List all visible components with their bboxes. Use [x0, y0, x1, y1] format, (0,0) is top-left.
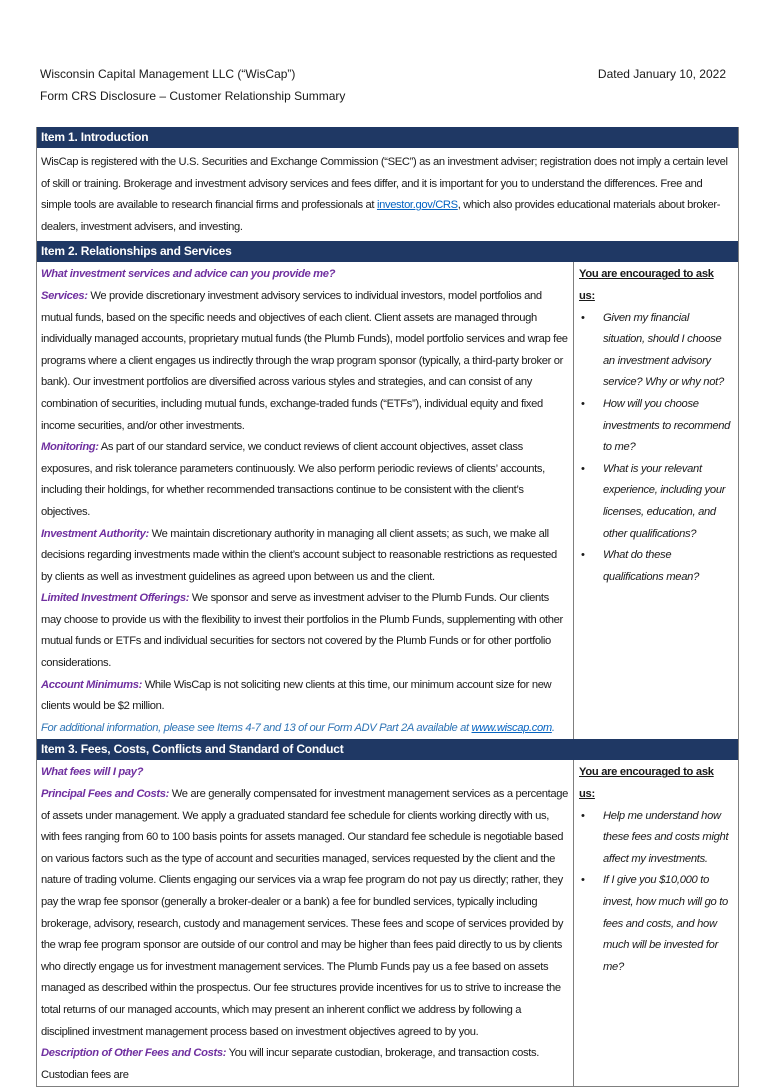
item2-section	[37, 262, 738, 739]
monitoring-label: Monitoring:	[41, 441, 99, 454]
firm-name: Wisconsin Capital Management LLC (“WisCap”)	[40, 67, 296, 81]
bullet-icon: •	[581, 397, 585, 410]
authority-paragraph	[41, 524, 569, 589]
minimums-text: While WisCap is not soliciting new clients at this time, our minimum account size for new clients would be $2 million.	[41, 678, 552, 713]
other-fees-text: You will incur separate custodian, brokerage, and transaction costs. Custodian fees are	[41, 1047, 539, 1081]
additional-info-note	[41, 718, 569, 740]
item1-text-end: , which also provides educational materials about broker-dealers, investment advisers, and investing.	[41, 199, 721, 233]
limited-offerings-label: Limited Investment Offerings:	[41, 592, 190, 605]
bullet-icon: •	[581, 874, 585, 887]
wiscap-link[interactable]: www.wiscap.com	[471, 721, 552, 734]
principal-fees-text: We are generally compensated for investment management services as a percentage of assets under management. We apply a graduated standard fee schedule for clients working directly with us, with fees ranging from 60 to 100 basis points for assets managed. Our standard fee schedule is negotiable based on various factors such as the type of account and securities managed, services requested by the client and the nature of trading volume. Clients engaging our services via a wrap fee program do not pay us directly; rather, they pay the wrap fee sponsor (generally a broker-dealer or a bank) a fee for bundled services, typically including brokerage, advisory, research, custody and management services. These fees and scope of services provided by the wrap fee program sponsor are outside of our control and may be higher than fees paid directly to us by clients who directly engage us for investment management services. The Plumb Funds pay us a fee based on assets managed as described within the prospectus. Our fee structures provide incentives for us to strive to increase the total returns of our managed accounts, which may present an inherent conflict we address by following a disciplined investment management process based on investment objectives agreed to by you.	[41, 788, 569, 1038]
item3-ask-title: You are encouraged to ask us:	[579, 766, 714, 801]
other-fees-paragraph	[41, 1043, 569, 1086]
form-crs-table	[36, 127, 739, 1087]
item2-ask-title: You are encouraged to ask us:	[579, 268, 714, 302]
item1-heading: Item 1. Introduction	[37, 127, 738, 148]
bullet-icon: •	[581, 462, 585, 475]
document-subtitle: Form CRS Disclosure – Customer Relationship Summary	[40, 89, 346, 103]
monitoring-text: As part of our standard service, we conduct reviews of client account objectives, asset class exposures, and risk tolerance parameters continuously. We also perform periodic reviews of clients’ accounts, including their holdings, for whether recommended transactions continue to be consistent with the client’s objectives.	[41, 441, 545, 518]
monitoring-paragraph	[41, 437, 569, 523]
additional-info-text: For additional information, please see Items 4-7 and 13 of our Form ADV Part 2A available at	[41, 721, 472, 734]
authority-label: Investment Authority:	[41, 527, 149, 540]
ask-item: • What is your relevant experience, including your licenses, education, and other qualifications?	[579, 459, 732, 545]
item2-heading: Item 2. Relationships and Services	[37, 241, 738, 262]
bullet-icon: •	[581, 549, 585, 562]
authority-text: We maintain discretionary authority in managing all client assets; as such, we make all decisions regarding investments made within the client’s account subject to reasonable restrictions as requested by clients as well as investment guidelines as agreed upon between us and the client.	[41, 527, 557, 583]
ask-item: • How will you choose investments to recommend to me?	[579, 394, 732, 459]
bullet-icon: •	[581, 809, 585, 822]
item2-ask-list	[579, 308, 732, 589]
services-label: Services:	[41, 289, 88, 302]
item3-questions-sidebar	[574, 760, 738, 1086]
ask-item: • Help me understand how these fees and costs might affect my investments.	[579, 806, 732, 871]
minimums-paragraph	[41, 675, 569, 718]
document-date: Dated January 10, 2022	[597, 67, 726, 81]
item3-main	[37, 760, 574, 1086]
minimums-label: Account Minimums:	[41, 678, 142, 691]
services-text: We provide discretionary investment advisory services to individual investors, model portfolios and mutual funds, based on the specific needs and objectives of each client. Client assets are managed through individually managed accounts, proprietary mutual funds (the Plumb Funds), model portfolio services and wrap fee programs where a client engages us indirectly through the wrap program sponsor (typically, a third-party broker or bank). Our investment portfolios are diversified across various styles and strategies, and can consist of any combination of securities, including mutual funds, exchange-traded funds (“ETFs”), individual equity and fixed income securities, and/or other investments.	[41, 289, 568, 432]
limited-offerings-paragraph	[41, 588, 569, 674]
item3-heading: Item 3. Fees, Costs, Conflicts and Standard of Conduct	[37, 739, 738, 760]
services-paragraph	[41, 286, 569, 437]
item1-body	[37, 148, 738, 241]
item3-section	[37, 760, 738, 1086]
ask-item: • Given my financial situation, should I choose an investment advisory service? Why or why not?	[579, 308, 732, 394]
item1-text: WisCap is registered with the U.S. Securities and Exchange Commission (“SEC”) as an investment adviser; registration does not imply a certain level of skill or training. Brokerage and investment advisory services and fees differ, and it is important for you to understand the differences. Free and simple tools are available to research financial firms and professionals at	[41, 156, 728, 212]
other-fees-label: Description of Other Fees and Costs:	[41, 1047, 227, 1060]
limited-offerings-text: We sponsor and serve as investment adviser to the Plumb Funds. Our clients may choose to provide us with the flexibility to invest their portfolios in the Plumb Funds, supplementing with other mutual funds or ETFs and individual securities for sectors not covered by the Plumb Funds or for other portfolio considerations.	[41, 592, 563, 670]
document-header	[40, 63, 726, 107]
additional-info-end: .	[551, 721, 555, 734]
principal-fees-label: Principal Fees and Costs:	[41, 788, 170, 801]
ask-item: • If I give you $10,000 to invest, how much will go to fees and costs, and how much will be invested for me?	[579, 870, 732, 978]
principal-fees-paragraph	[41, 784, 569, 1043]
item2-question: What investment services and advice can you provide me?	[41, 268, 336, 281]
item3-question: What fees will I pay?	[41, 766, 144, 779]
item3-ask-list	[579, 806, 732, 979]
bullet-icon: •	[581, 311, 585, 324]
investor-gov-link[interactable]: investor.gov/CRS	[376, 199, 458, 212]
ask-item: • What do these qualifications mean?	[579, 545, 732, 588]
item2-main	[37, 262, 574, 739]
item2-questions-sidebar	[574, 262, 738, 739]
